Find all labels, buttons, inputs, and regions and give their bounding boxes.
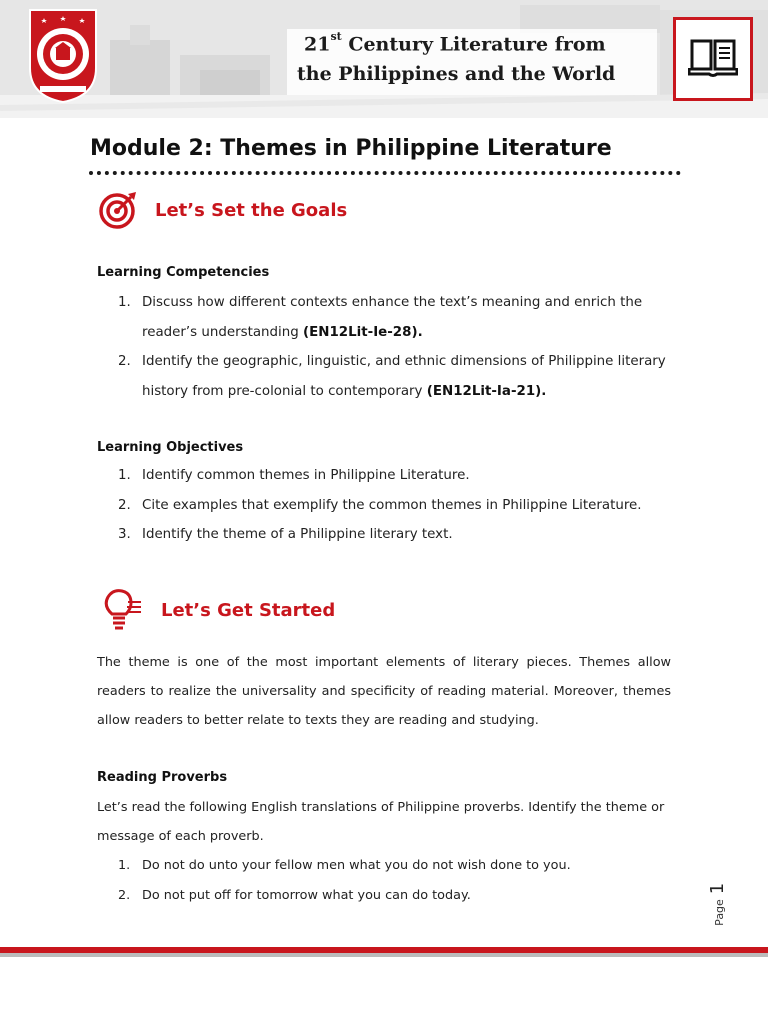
started-heading-label: Let’s Get Started: [161, 599, 336, 621]
list-item: 3. Identify the theme of a Philippine literary text.: [118, 527, 453, 542]
objectives-list: [118, 461, 678, 550]
goals-heading-label: Let’s Set the Goals: [155, 199, 348, 221]
list-item: 2. Do not put off for tomorrow what you can do today.: [118, 887, 471, 903]
learning-objectives-title: Learning Objectives: [97, 440, 244, 455]
header-banner: [0, 0, 768, 118]
proverbs-intro-paragraph: Let’s read the following English translations of Philippine proverbs. Identify the theme or message of each proverb.: [97, 800, 665, 844]
proverbs-list: [118, 851, 678, 910]
list-item: 2. Cite examples that exemplify the common themes in Philippine Literature.: [118, 497, 642, 513]
reading-proverbs-title: Reading Proverbs: [97, 770, 228, 785]
footer-gray-bar: [0, 953, 768, 957]
open-book-icon: [688, 38, 738, 78]
dotted-divider: [89, 171, 681, 175]
learning-competencies-title: Learning Competencies: [97, 265, 270, 280]
page-number-marker: [707, 882, 738, 928]
course-title-box: [287, 29, 657, 95]
goals-section-heading: [98, 190, 347, 230]
course-title-line-1: 21st Century Literature from: [304, 30, 606, 56]
list-item: 1. Identify common themes in Philippine Literature.: [118, 468, 470, 483]
lightbulb-icon: [100, 588, 144, 632]
college-seal-logo: [26, 8, 100, 104]
target-icon: [98, 190, 138, 230]
list-item: 2. Identify the geographic, linguistic, and ethnic dimensions of Philippine literary history from pre-colonial to contemporary (EN12Lit-Ia-21).: [118, 354, 666, 399]
list-item: 1. Do not do unto your fellow men what you do not wish done to you.: [118, 858, 571, 873]
book-badge: [673, 17, 753, 101]
competencies-list: [118, 288, 678, 406]
theme-intro-paragraph: The theme is one of the most important elements of literary pieces. Themes allow readers to realize the universality and specificity of reading material. Moreover, themes allow readers to better relate to texts they are reading and studying.: [97, 655, 671, 728]
module-title: Module 2: Themes in Philippine Literature: [90, 136, 612, 161]
started-section-heading: [100, 588, 335, 632]
course-title-line-2: the Philippines and the World: [297, 63, 616, 85]
list-item: 1. Discuss how different contexts enhance the text’s meaning and enrich the reader’s understanding (EN12Lit-Ie-28).: [118, 295, 643, 340]
page-label: Page: [712, 899, 726, 926]
page-number: 1: [707, 882, 729, 895]
